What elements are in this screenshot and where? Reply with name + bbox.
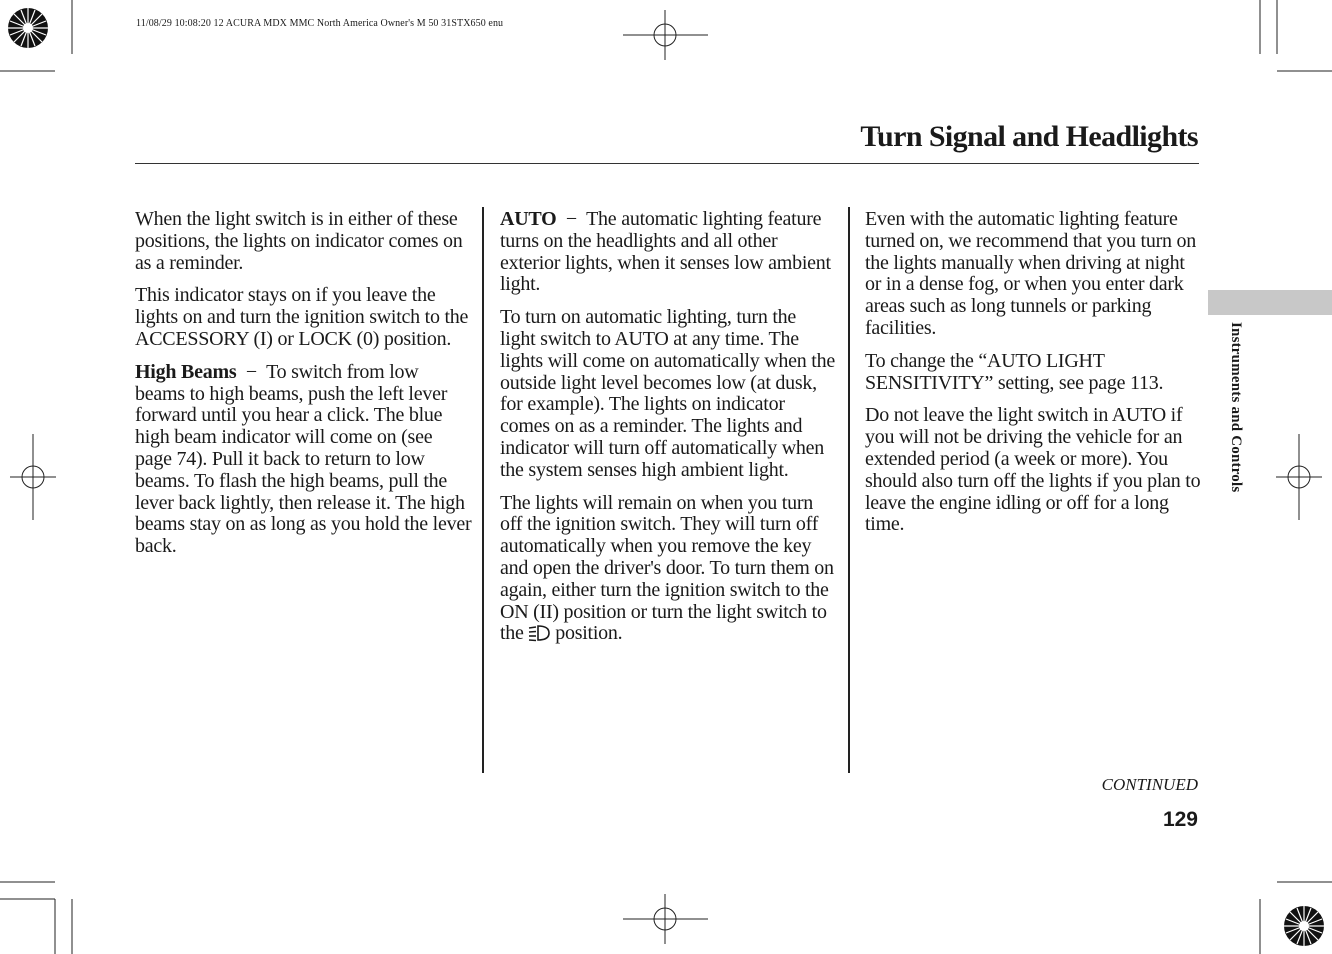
page-title: Turn Signal and Headlights: [860, 120, 1198, 153]
paragraph: To turn on automatic lighting, turn the light switch to AUTO at any time. The lights will come on automatically when the outside light level becomes low (at dusk, for example). The lights on indicator comes on as a reminder. The lights and indicator will turn off automatically when the system senses high ambient light.: [500, 306, 835, 481]
column-divider: [482, 207, 484, 773]
column-1: [135, 209, 473, 569]
section-label: [1226, 322, 1246, 532]
paragraph-body: The automatic lighting feature turns on the headlights and all other exterior lights, when it senses low ambient light.: [500, 208, 831, 296]
paragraph: Do not leave the light switch in AUTO if you will not be driving the vehicle for an extended period (a week or more). You should also turn off the lights if you plan to leave the engine idling or off for a long time.: [865, 404, 1201, 536]
term-high-beams: High Beams: [135, 360, 237, 383]
continued-label: CONTINUED: [1101, 775, 1198, 794]
paragraph-high-beams: High Beams − To switch from low beams to high beams, push the left lever forward until you hear a click. The blue high beam indicator will come on (see page 74). Pull it back to return to low beams. To flash the high beams, pull the lever back lightly, then release it. The high beams stay on as long as you hold the lever back.: [135, 360, 472, 558]
column-3: [865, 209, 1203, 547]
paragraph: [500, 493, 835, 649]
registration-star-icon: [1284, 906, 1324, 946]
paragraph: This indicator stays on if you leave the lights on and turn the ignition switch to the ACCESSORY (I) or LOCK (0) position.: [135, 284, 469, 350]
registration-star-icon: [8, 8, 48, 48]
paragraph-body: To switch from low beams to high beams, push the left lever forward until you hear a click. The blue high beam indicator will come on (see page 74). Pull it back to return to low beams. To flash the high beams, pull the lever back lightly, then release it. The high beams stay on as long as you hold the lever back.: [135, 360, 472, 558]
term-auto: AUTO: [500, 208, 557, 230]
page-number: 129: [1162, 808, 1198, 831]
column-divider: [848, 207, 850, 773]
paragraph-auto: AUTO − The automatic lighting feature turns on the headlights and all other exterior lights, when it senses low ambient light.: [500, 208, 831, 296]
section-label-text: Instruments and Controls: [1228, 322, 1244, 493]
paragraph-body: The lights will remain on when you turn off the ignition switch. They will turn off automatically when you remove the key and open the driver's door. To turn them on again, either turn the ignition switch to the ON (II) position or turn the light switch to the: [500, 491, 834, 645]
paragraph-body: position.: [555, 622, 623, 645]
headlight-icon: [528, 624, 550, 648]
paragraph: To change the “AUTO LIGHT SENSITIVITY” setting, see page 113.: [865, 349, 1164, 394]
paragraph: Even with the automatic lighting feature turned on, we recommend that you turn on the lights manually when driving at night or in a dense fog, or when you enter dark areas such as long tunnels or parking facilities.: [865, 208, 1197, 339]
print-job-line: 11/08/29 10:08:20 12 ACURA MDX MMC North America Owner's M 50 31STX650 enu: [136, 18, 504, 29]
section-tab: [1208, 290, 1332, 315]
title-rule: [135, 163, 1199, 164]
column-2: [500, 209, 835, 659]
paragraph: When the light switch is in either of these positions, the lights on indicator comes on as a reminder.: [135, 208, 463, 274]
